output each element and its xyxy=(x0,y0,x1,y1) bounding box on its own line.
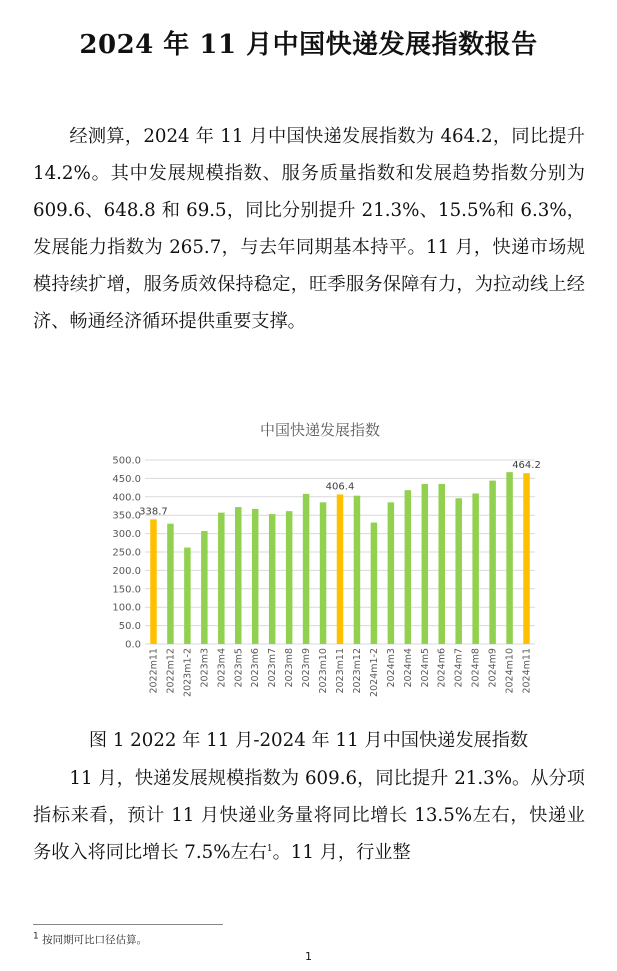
bar xyxy=(252,509,259,644)
bar xyxy=(438,484,445,644)
bar xyxy=(150,519,157,644)
data-label: 338.7 xyxy=(139,506,168,518)
x-tick-label: 2024m1-2 xyxy=(368,648,380,697)
x-tick-label: 2024m5 xyxy=(419,648,431,688)
x-tick-label: 2024m6 xyxy=(436,648,448,688)
bar xyxy=(218,513,225,644)
x-tick-label: 2023m3 xyxy=(199,648,211,688)
bar xyxy=(320,502,327,644)
y-tick-label: 450.0 xyxy=(112,473,141,485)
bar xyxy=(405,490,412,644)
chart-container xyxy=(95,411,545,711)
y-tick-label: 0.0 xyxy=(125,639,141,651)
x-tick-label: 2023m10 xyxy=(318,648,330,694)
x-tick-label: 2024m4 xyxy=(402,648,414,688)
bar xyxy=(235,507,242,644)
x-tick-label: 2024m11 xyxy=(521,648,533,694)
page-title: 2024 年 11 月中国快递发展指数报告 xyxy=(79,30,538,60)
x-tick-label: 2024m10 xyxy=(504,648,516,694)
bar xyxy=(337,494,344,644)
x-tick-label: 2023m9 xyxy=(301,648,313,688)
bar xyxy=(303,494,310,644)
footnote-divider xyxy=(33,924,223,925)
paragraph-text-tail: 。11 月，行业整 xyxy=(272,842,411,863)
x-tick-label: 2023m7 xyxy=(267,648,279,688)
bar xyxy=(489,481,496,644)
bar xyxy=(201,531,208,644)
x-tick-label: 2024m9 xyxy=(487,648,499,688)
footnote-mark: 1 xyxy=(33,931,39,942)
footnote xyxy=(33,932,147,947)
bar xyxy=(422,484,429,644)
bar xyxy=(167,524,174,644)
x-tick-label: 2023m1-2 xyxy=(182,648,194,697)
x-tick-label: 2023m8 xyxy=(284,648,296,688)
x-tick-label: 2023m12 xyxy=(351,648,363,694)
x-tick-label: 2024m7 xyxy=(453,648,465,688)
x-tick-label: 2023m5 xyxy=(233,648,245,688)
x-tick-label: 2023m4 xyxy=(216,648,228,688)
bar xyxy=(354,496,361,644)
x-tick-label: 2023m11 xyxy=(335,648,346,694)
figure-caption: 图 1 2022 年 11 月-2024 年 11 月中国快递发展指数 xyxy=(88,730,529,751)
bar xyxy=(286,511,293,644)
x-tick-label: 2023m6 xyxy=(250,648,262,688)
y-tick-label: 200.0 xyxy=(112,565,141,577)
y-tick-label: 150.0 xyxy=(112,584,141,596)
y-tick-label: 500.0 xyxy=(112,455,141,467)
bar xyxy=(269,514,276,644)
bar xyxy=(184,548,191,644)
bar xyxy=(523,473,530,644)
page-number: 1 xyxy=(305,950,312,963)
bar xyxy=(455,498,462,644)
x-tick-label: 2024m8 xyxy=(470,648,482,688)
y-tick-label: 300.0 xyxy=(112,529,141,541)
paragraph-summary: 经测算，2024 年 11 月中国快递发展指数为 464.2，同比提升 14.2%。其中发展规模指数、服务质量指数和发展趋势指数分别为 609.6、648.8 和 69.5，同比分别提升 21.3%、15.5%和 6.3%，发展能力指数为 265.7，与去年同期基本持平。11 月，快递市场规模持续扩增，服务质效保持稳定，旺季服务保障有力，为拉动线上经济、畅通经济循环提供重要支撑。 xyxy=(33,126,585,332)
x-tick-label: 2022m12 xyxy=(165,648,177,694)
y-tick-label: 350.0 xyxy=(112,510,141,522)
bar xyxy=(388,502,395,644)
paragraph-scale-index xyxy=(33,760,585,871)
paragraph-text: 11 月，快递发展规模指数为 609.6，同比提升 21.3%。从分项指标来看，预计 11 月快递业务量将同比增长 13.5%左右，快递业务收入将同比增长 7.5%左右 xyxy=(33,768,585,863)
footnote-ref[interactable]: 1 xyxy=(266,843,273,854)
data-label: 464.2 xyxy=(512,460,541,472)
y-tick-label: 400.0 xyxy=(112,492,141,504)
bar xyxy=(506,472,512,644)
chart-title: 中国快递发展指数 xyxy=(259,421,380,439)
x-tick-label: 2022m11 xyxy=(148,648,160,694)
y-tick-label: 50.0 xyxy=(118,621,141,633)
y-tick-label: 100.0 xyxy=(112,602,141,614)
y-tick-label: 250.0 xyxy=(112,547,141,559)
footnote-text: 按同期可比口径估算。 xyxy=(42,934,148,946)
bar xyxy=(371,523,378,644)
data-label: 406.4 xyxy=(325,481,355,493)
bar-chart xyxy=(95,411,545,711)
bar xyxy=(472,493,479,644)
x-tick-label: 2024m3 xyxy=(385,648,397,688)
